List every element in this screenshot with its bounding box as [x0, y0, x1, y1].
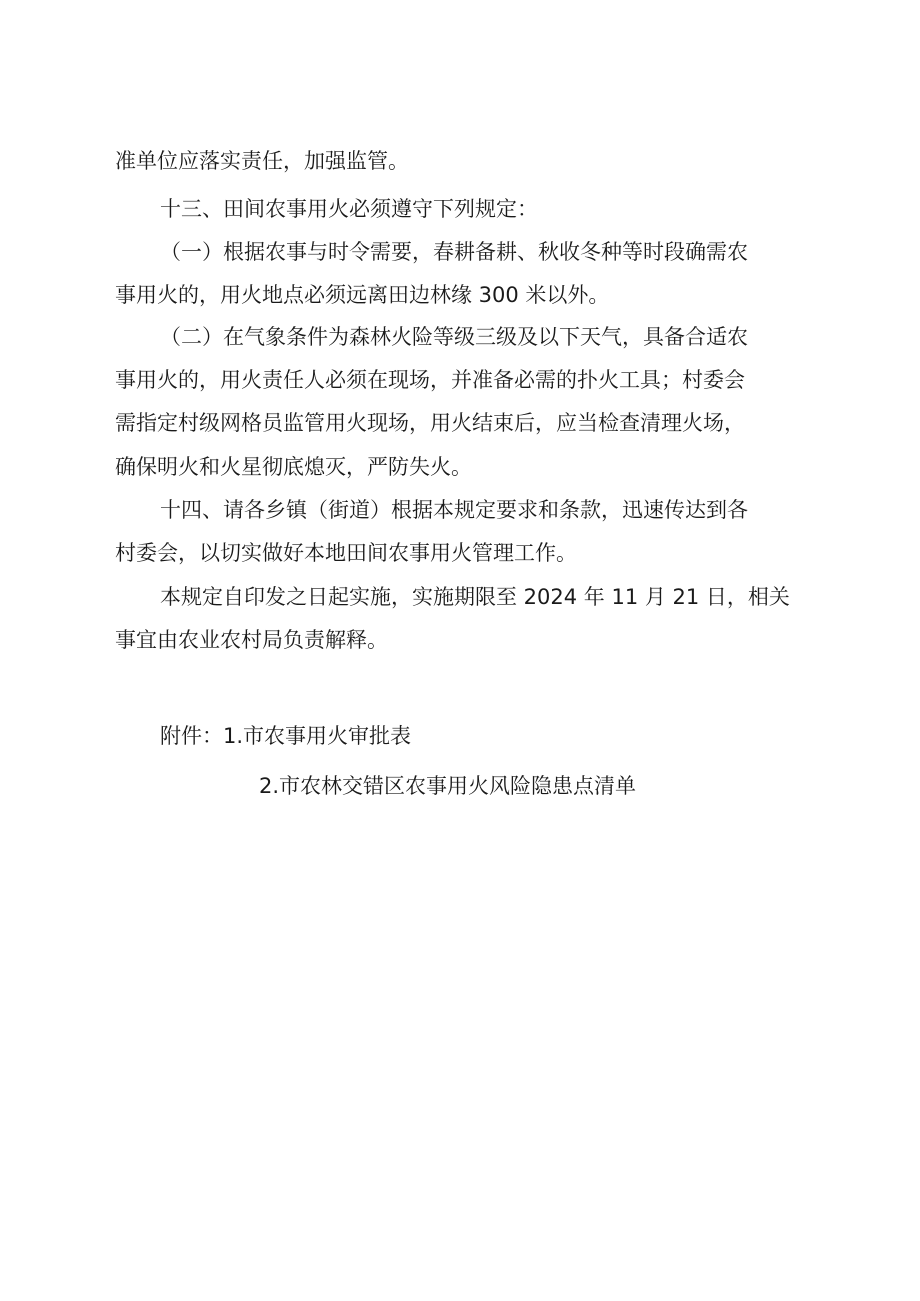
section-13-item-1-line-1: （一）根据农事与时令需要，春耕备耕、秋收冬种等时段确需农 — [160, 240, 748, 264]
section-13-item-2-line-3: 需指定村级网格员监管用火现场，用火结束后，应当检查清理火场， — [115, 411, 745, 435]
paragraph-line: 准单位应落实责任，加强监管。 — [115, 149, 409, 173]
section-13-heading: 十三、田间农事用火必须遵守下列规定： — [160, 197, 538, 221]
section-14-line-1: 十四、请各乡镇（街道）根据本规定要求和条款，迅速传达到各 — [160, 498, 748, 522]
section-13-item-2-line-2: 事用火的，用火责任人必须在现场，并准备必需的扑火工具；村委会 — [115, 368, 745, 392]
section-13-item-2-line-4: 确保明火和火星彻底熄灭，严防失火。 — [115, 455, 472, 479]
attachments-label: 附件： — [160, 724, 223, 748]
effective-date-line-2: 事宜由农业农村局负责解释。 — [115, 628, 388, 652]
attachment-item: 2.市农林交错区农事用火风险隐患点清单 — [259, 774, 637, 798]
attachment-item: 1.市农事用火审批表 — [223, 724, 412, 748]
attachments-line-1 — [160, 722, 411, 750]
section-13-item-1-line-2: 事用火的，用火地点必须远离田边林缘 300 米以外。 — [115, 283, 610, 307]
section-13-item-2-line-1: （二）在气象条件为森林火险等级三级及以下天气，具备合适农 — [160, 325, 748, 349]
section-14-line-2: 村委会，以切实做好本地田间农事用火管理工作。 — [115, 541, 577, 565]
effective-date-line-1: 本规定自印发之日起实施，实施期限至 2024 年 11 月 21 日，相关 — [160, 585, 790, 609]
